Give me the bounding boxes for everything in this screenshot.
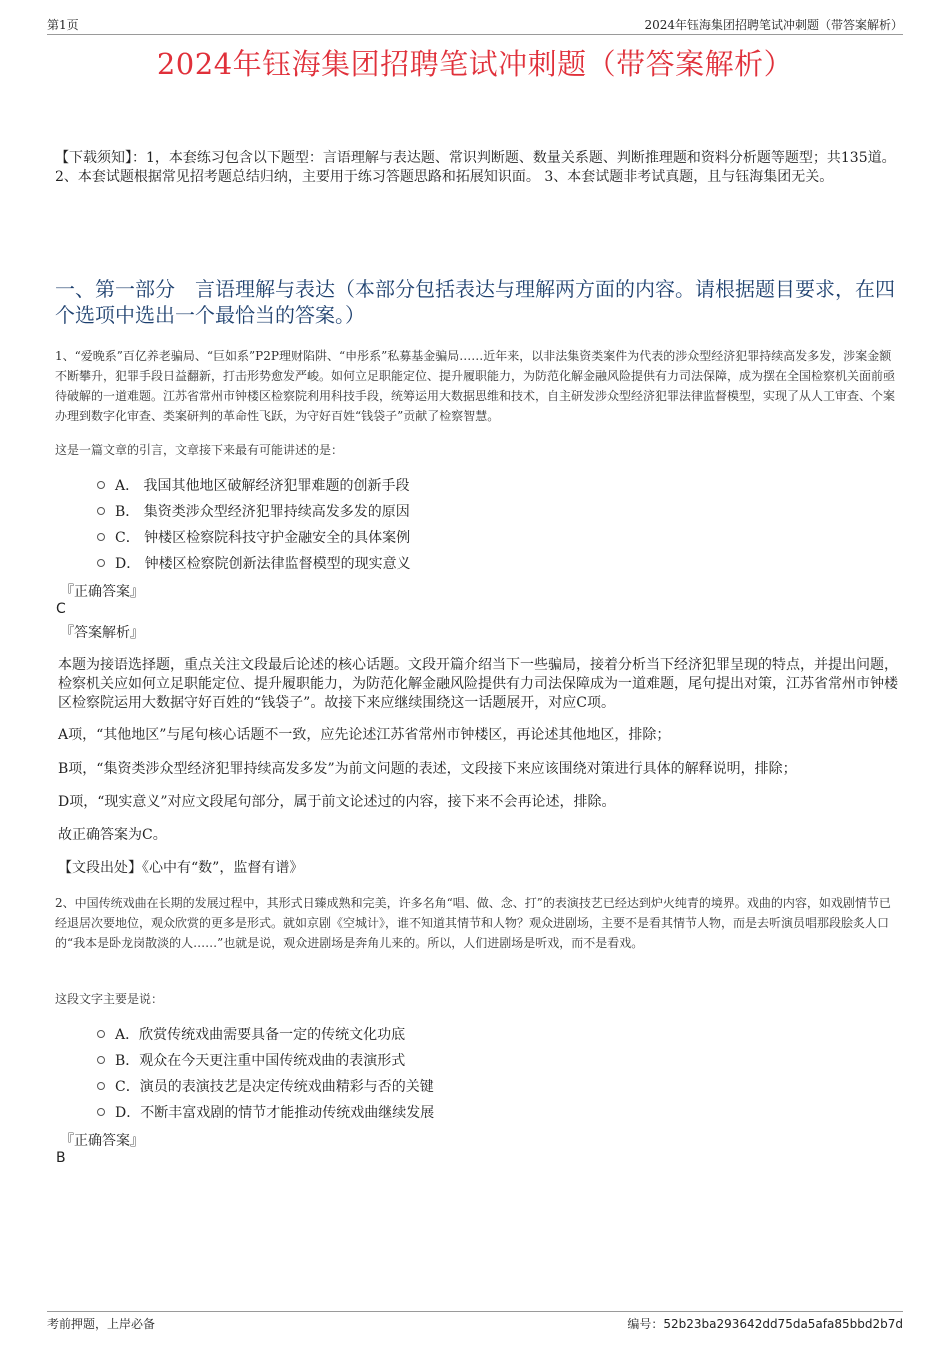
q1-analysis-paragraph: B项，“集资类涉众型经济犯罪持续高发多发”为前文问题的表述，文段接下来应该围绕对策进行具体的解释说明，排除； xyxy=(58,761,797,777)
footer-code xyxy=(627,1315,903,1332)
q2-answer: B xyxy=(56,1150,66,1166)
q2-answer-label: 『正确答案』 xyxy=(60,1133,144,1149)
section-heading: 一、第一部分 言语理解与表达（本部分包括表达与理解两方面的内容。请根据题目要求，在四个选项中选出一个最恰当的答案。） xyxy=(55,277,895,327)
option-text: B．观众在今天更注重中国传统戏曲的表演形式 xyxy=(115,1053,406,1069)
q1-analysis-label: 『答案解析』 xyxy=(60,625,144,641)
page-footer xyxy=(47,1311,903,1332)
footer-code-label: 编号： xyxy=(627,1317,664,1331)
radio-icon[interactable] xyxy=(97,507,105,515)
radio-icon[interactable] xyxy=(97,481,105,489)
option-item[interactable] xyxy=(97,1099,434,1125)
radio-icon[interactable] xyxy=(97,559,105,567)
radio-icon[interactable] xyxy=(97,1108,105,1116)
radio-icon[interactable] xyxy=(97,533,105,541)
q1-source: 【文段出处】《心中有“数”，监督有谱》 xyxy=(58,860,304,876)
option-text: B． 集资类涉众型经济犯罪持续高发多发的原因 xyxy=(115,504,410,520)
q2-question: 这段文字主要是说： xyxy=(55,992,164,1006)
q2-stem: 2、中国传统戏曲在长期的发展过程中，其形式日臻成熟和完美，许多名角“唱、做、念、打”的表演技艺已经达到炉火纯青的境界。戏曲的内容，如戏剧情节已经退居次要地位，观众欣赏的更多是形式。就如京剧《空城计》，谁不知道其情节和人物？观众进剧场，主要不是看其情节人物，而是去听演员唱那段脍炙人口的“我本是卧龙岗散淡的人……”也就是说，观众进剧场是奔角儿来的。所以，人们进剧场是听戏，而不是看戏。 xyxy=(55,896,891,950)
option-item[interactable] xyxy=(97,498,411,524)
q1-analysis-paragraph: D项，“现实意义”对应文段尾句部分，属于前文论述过的内容，接下来不会再论述，排除。 xyxy=(58,794,616,810)
option-item[interactable] xyxy=(97,550,411,576)
footer-code-value: 52b23ba293642dd75da5afa85bbd2b7d xyxy=(663,1317,903,1331)
q1-answer-label: 『正确答案』 xyxy=(60,584,144,600)
page-title: 2024年钰海集团招聘笔试冲刺题（带答案解析） xyxy=(156,47,794,81)
radio-icon[interactable] xyxy=(97,1082,105,1090)
option-item[interactable] xyxy=(97,524,411,550)
option-item[interactable] xyxy=(97,1047,434,1073)
option-text: C．演员的表演技艺是决定传统戏曲精彩与否的关键 xyxy=(115,1079,434,1095)
option-text: C． 钟楼区检察院科技守护金融安全的具体案例 xyxy=(115,530,411,546)
download-notice: 【下载须知】：1，本套练习包含以下题型：言语理解与表达题、常识判断题、数量关系题、判断推理题和资料分析题等题型；共135道。 2、本套试题根据常见招考题总结归纳，主要用于练习答题思路和拓展知识面。 3、本套试题非考试真题，且与钰海集团无关。 xyxy=(55,150,896,185)
radio-icon[interactable] xyxy=(97,1030,105,1038)
q1-stem: 1、“爱晚系”百亿养老骗局、“巨如系”P2P理财陷阱、“申彤系”私募基金骗局……近年来，以非法集资类案件为代表的涉众型经济犯罪持续高发多发，涉案金额不断攀升，犯罪手段日益翻新，打击形势愈发严峻。如何立足职能定位、提升履职能力，为防范化解金融风险提供有力司法保障，成为摆在全国检察机关面前亟待破解的一道难题。江苏省常州市钟楼区检察院利用科技手段，统筹运用大数据思维和技术，自主研发涉众型经济犯罪法律监督模型，实现了从人工审查、个案办理到数字化审查、类案研判的革命性飞跃，为守好百姓“钱袋子”贡献了检察智慧。 xyxy=(55,349,896,423)
q1-options xyxy=(97,472,411,576)
page-header xyxy=(47,14,903,35)
option-text: A．欣赏传统戏曲需要具备一定的传统文化功底 xyxy=(115,1027,406,1043)
q1-analysis-paragraph: 本题为接语选择题，重点关注文段最后论述的核心话题。文段开篇介绍当下一些骗局，接着分析当下经济犯罪呈现的特点，并提出问题，检察机关应如何立足职能定位、提升履职能力，为防范化解金融风险提供有力司法保障成为一道难题，尾句提出对策，江苏省常州市钟楼区检察院运用大数据守好百姓的“钱袋子”。故接下来应继续围绕这一话题展开，对应C项。 xyxy=(58,657,898,711)
q1-question: 这是一篇文章的引言，文章接下来最有可能讲述的是： xyxy=(55,443,344,457)
q1-analysis-paragraph: A项，“其他地区”与尾句核心话题不一致，应先论述江苏省常州市钟楼区，再论述其他地区，排除； xyxy=(58,727,671,743)
q2-options xyxy=(97,1021,434,1125)
option-item[interactable] xyxy=(97,472,411,498)
q1-answer: C xyxy=(56,601,66,617)
q1-analysis-paragraph: 故正确答案为C。 xyxy=(58,827,167,843)
option-item[interactable] xyxy=(97,1021,434,1047)
option-text: D．不断丰富戏剧的情节才能推动传统戏曲继续发展 xyxy=(115,1105,435,1121)
option-item[interactable] xyxy=(97,1073,434,1099)
header-doc-title: 2024年钰海集团招聘笔试冲刺题（带答案解析） xyxy=(644,18,903,32)
option-text: A． 我国其他地区破解经济犯罪难题的创新手段 xyxy=(115,478,410,494)
page-number: 第1页 xyxy=(47,18,79,32)
option-text: D． 钟楼区检察院创新法律监督模型的现实意义 xyxy=(115,556,411,572)
radio-icon[interactable] xyxy=(97,1056,105,1064)
footer-slogan: 考前押题，上岸必备 xyxy=(47,1317,156,1331)
